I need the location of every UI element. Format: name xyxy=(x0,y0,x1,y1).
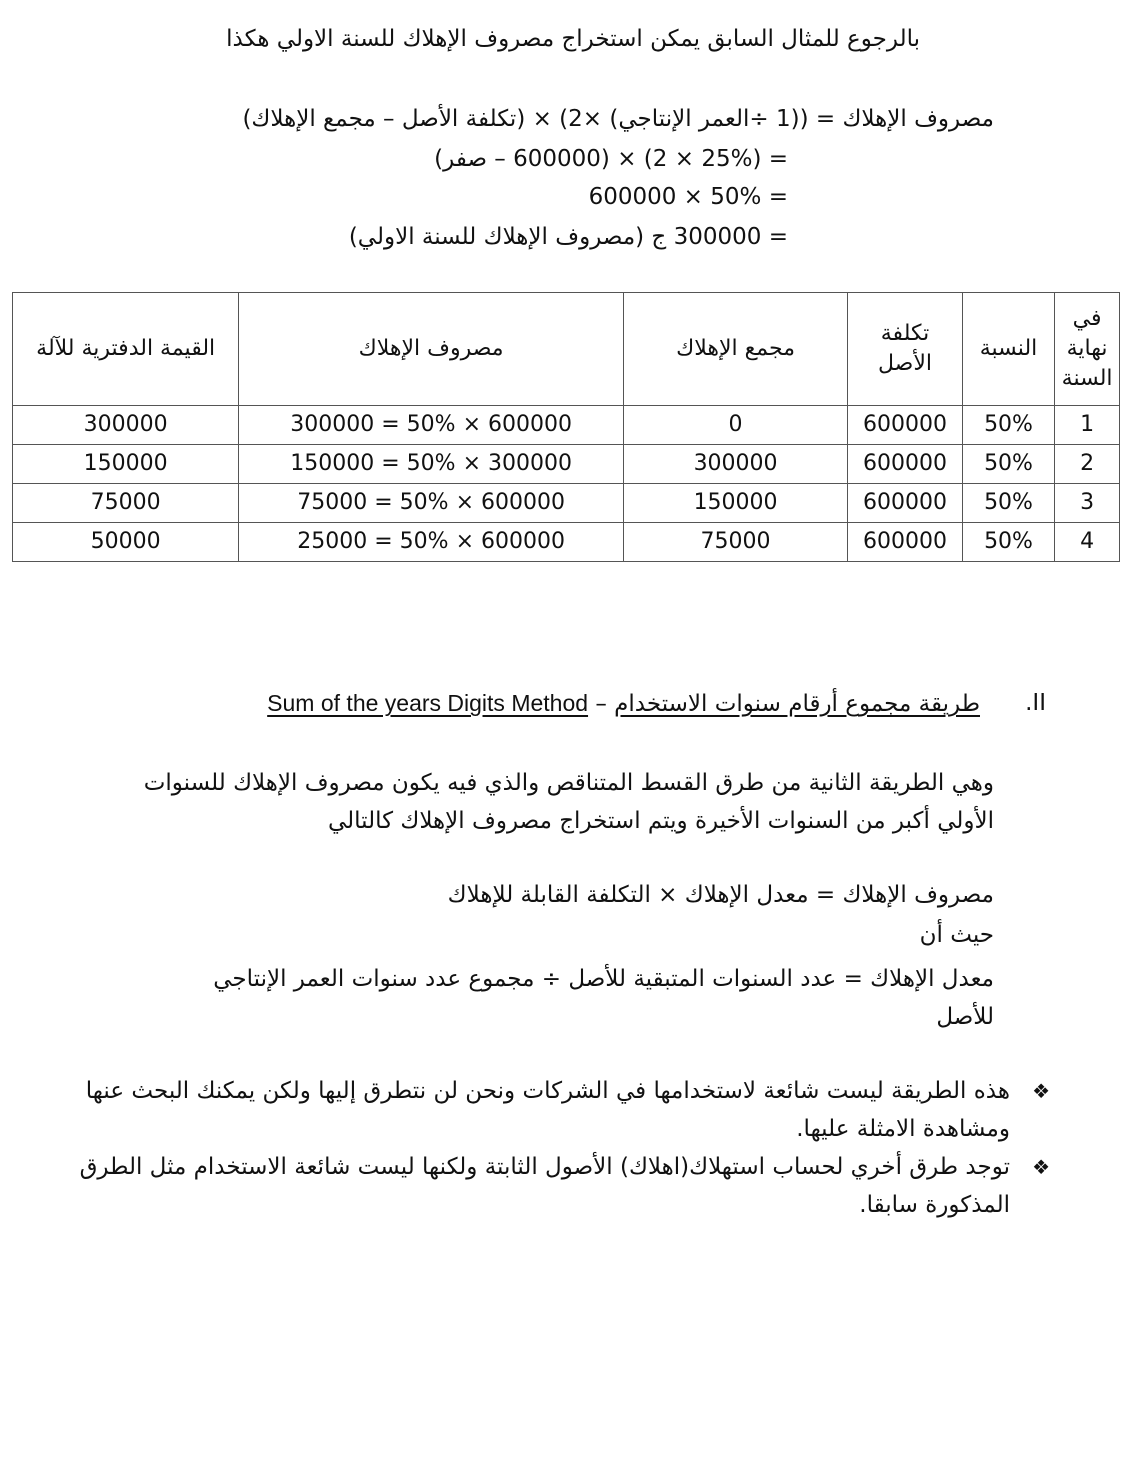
cell-year: 2 xyxy=(1055,445,1120,484)
cell-rate: 50% xyxy=(962,484,1054,523)
diamond-bullet-icon: ❖ xyxy=(1032,1079,1050,1103)
cell-expense: 600000 × 50% = 25000 xyxy=(239,523,624,562)
cell-expense: 600000 × 50% = 75000 xyxy=(239,484,624,523)
header-book-value: القيمة الدفترية للآلة xyxy=(13,293,239,406)
cell-year: 1 xyxy=(1055,406,1120,445)
cell-cost: 600000 xyxy=(848,523,963,562)
note-text: توجد طرق أخري لحساب استهلاك(اهلاك) الأصول الثابتة ولكنها ليست شائعة الاستخدام مثل الطرق المذكورة سابقا. xyxy=(79,1154,1010,1218)
section-number: II. xyxy=(1025,690,1046,716)
intro-text: بالرجوع للمثال السابق يمكن استخراج مصروف الإهلاك للسنة الاولي هكذا xyxy=(226,26,920,52)
table-row xyxy=(13,484,1120,523)
cell-expense: 300000 × 50% = 150000 xyxy=(239,445,624,484)
table-row xyxy=(13,445,1120,484)
section-heading: II. طريقة مجموع أرقام سنوات الاستخدام – Sum of the years Digits Method xyxy=(267,690,1046,717)
cell-book-value: 75000 xyxy=(13,484,239,523)
header-expense: مصروف الإهلاك xyxy=(239,293,624,406)
formula-line-2: = (25% × 2) × (600000 – صفر) xyxy=(434,146,788,172)
header-year: في نهاية السنة xyxy=(1055,293,1120,406)
section-title-ar: طريقة مجموع أرقام سنوات الاستخدام xyxy=(614,691,980,717)
table-row xyxy=(13,406,1120,445)
cell-cost: 600000 xyxy=(848,406,963,445)
cell-book-value: 50000 xyxy=(13,523,239,562)
cell-year: 3 xyxy=(1055,484,1120,523)
depreciation-table xyxy=(12,292,1120,562)
cell-rate: 50% xyxy=(962,406,1054,445)
notes-list xyxy=(40,1072,1050,1224)
cell-year: 4 xyxy=(1055,523,1120,562)
diamond-bullet-icon: ❖ xyxy=(1032,1155,1050,1179)
cell-cost: 600000 xyxy=(848,484,963,523)
expense-equation: مصروف الإهلاك = معدل الإهلاك × التكلفة القابلة للإهلاك xyxy=(447,882,994,908)
cell-book-value: 300000 xyxy=(13,406,239,445)
header-cost: تكلفة الأصل xyxy=(848,293,963,406)
cell-accumulated: 75000 xyxy=(623,523,847,562)
table-row xyxy=(13,523,1120,562)
header-rate: النسبة xyxy=(962,293,1054,406)
formula-line-4: = 300000 ج (مصروف الإهلاك للسنة الاولي) xyxy=(348,224,788,250)
note-text: هذه الطريقة ليست شائعة لاستخدامها في الشركات ونحن لن نتطرق إليها ولكن يمكنك البحث عنها ومشاهدة الامثلة عليها. xyxy=(85,1078,1010,1142)
header-accumulated: مجمع الإهلاك xyxy=(623,293,847,406)
formula-line-3: = 50% × 600000 xyxy=(588,184,788,210)
rate-equation: معدل الإهلاك = عدد السنوات المتبقية للأصل ÷ مجموع عدد سنوات العمر الإنتاجي للأصل xyxy=(213,966,994,1030)
cell-rate: 50% xyxy=(962,445,1054,484)
list-item xyxy=(40,1148,1050,1224)
formula-line-1: مصروف الإهلاك = ((1 ÷العمر الإنتاجي) ×2) × (تكلفة الأصل – مجمع الإهلاك) xyxy=(242,106,994,132)
cell-accumulated: 150000 xyxy=(623,484,847,523)
method-description: وهي الطريقة الثانية من طرق القسط المتناقص والذي فيه يكون مصروف الإهلاك للسنوات الأولي أكبر من السنوات الأخيرة ويتم استخراج مصروف الإهلاك كالتالي xyxy=(143,770,994,834)
section-title-en: Sum of the years Digits Method xyxy=(267,690,589,716)
cell-rate: 50% xyxy=(962,523,1054,562)
cell-accumulated: 300000 xyxy=(623,445,847,484)
list-item xyxy=(40,1072,1050,1148)
table-header-row xyxy=(13,293,1120,406)
cell-accumulated: 0 xyxy=(623,406,847,445)
where-label: حيث أن xyxy=(919,922,994,948)
cell-cost: 600000 xyxy=(848,445,963,484)
cell-book-value: 150000 xyxy=(13,445,239,484)
cell-expense: 600000 × 50% = 300000 xyxy=(239,406,624,445)
